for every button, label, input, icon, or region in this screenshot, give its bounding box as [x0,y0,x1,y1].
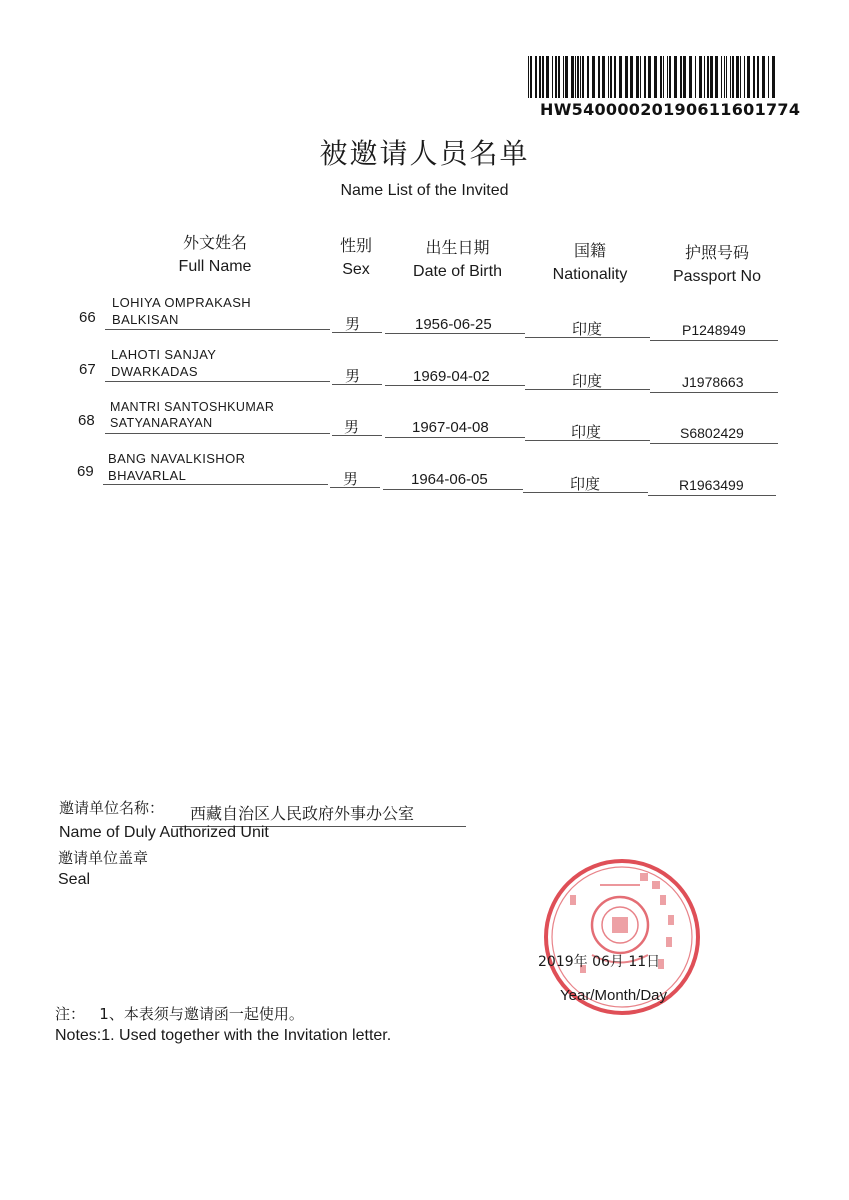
passport-value: J1978663 [682,374,744,390]
barcode-bar [740,56,741,98]
dob-value: 1956-06-25 [415,316,492,333]
passport-value: S6802429 [680,425,744,441]
dob-underline [383,489,523,490]
barcode [528,56,780,98]
barcode-bar [689,56,692,98]
passport-value: R1963499 [679,477,744,493]
barcode-bar [644,56,646,98]
unit-name: 西藏自治区人民政府外事办公室 [190,804,415,823]
barcode-bar [563,56,564,98]
barcode-bar [552,56,553,98]
barcode-bar [530,56,532,98]
barcode-bar [610,56,612,98]
barcode-bar [539,56,541,98]
table-row [0,344,849,396]
barcode-bar [625,56,628,98]
dob-underline [385,437,525,438]
barcode-bar [555,56,557,98]
barcode-bar [602,56,605,98]
sex-underline [330,487,380,488]
barcode-bar [608,56,609,98]
table-row [0,292,849,344]
header-cn: 护照号码 [684,243,749,262]
barcode-bar [565,56,568,98]
barcode-bar [744,56,745,98]
nationality-value: 印度 [570,476,601,493]
barcode-bar [542,56,544,98]
sex-value: 男 [344,419,360,436]
barcode-bar [726,56,727,98]
barcode-bar [528,56,529,98]
barcode-bar [592,56,595,98]
table-row [0,448,849,500]
dob-value: 1967-04-08 [412,419,489,436]
header-en: Nationality [552,266,628,283]
barcode-bar [747,56,750,98]
header-en: Passport No [672,268,762,285]
barcode-bar [680,56,682,98]
passport-underline [650,443,778,444]
barcode-bar [762,56,765,98]
barcode-bar [669,56,671,98]
barcode-bar [715,56,718,98]
sex-underline [332,435,382,436]
dob-underline [385,385,525,386]
row-number: 66 [79,309,96,326]
barcode-bar [663,56,664,98]
barcode-bar [772,56,775,98]
barcode-bar [660,56,662,98]
row-number: 68 [78,412,95,429]
passport-value: P1248949 [682,322,746,338]
header-nationality [530,239,650,287]
barcode-bar [683,56,686,98]
barcode-bar [695,56,696,98]
notes-cn: 注： 1、本表须与邀请函一起使用。 [55,1005,304,1023]
name-line-1: LAHOTI SANJAY [111,347,217,362]
dob-value: 1964-06-05 [411,471,488,488]
sex-value: 男 [345,316,361,333]
barcode-bar [577,56,579,98]
header-en: Sex [342,261,370,278]
barcode-bar [640,56,641,98]
barcode-bar [707,56,709,98]
sex-value: 男 [343,471,359,488]
row-number: 69 [77,463,94,480]
barcode-bar [546,56,549,98]
header-full-name [140,231,290,279]
unit-label-en: Name of Duly Authorized Unit [59,824,269,841]
barcode-bar [648,56,651,98]
header-en: Full Name [178,258,252,275]
barcode-bar [654,56,657,98]
header-cn: 性别 [339,236,372,255]
barcode-bar [582,56,584,98]
unit-label-cn: 邀请单位名称： [59,799,165,817]
seal-label-en: Seal [58,871,91,888]
name-underline [105,381,330,382]
passport-underline [650,392,778,393]
name-line-2: BALKISAN [112,312,179,327]
name-line-2: BHAVARLAL [108,468,187,483]
header-passport-no [656,241,778,289]
header-sex [320,234,392,282]
nationality-value: 印度 [572,373,603,390]
header-date-of-birth [395,236,520,284]
barcode-bar [580,56,581,98]
barcode-bar [535,56,537,98]
barcode-bar [630,56,633,98]
row-number: 67 [79,361,96,378]
barcode-bar [674,56,677,98]
barcode-bar [768,56,769,98]
sex-underline [332,384,382,385]
barcode-bar [730,56,731,98]
barcode-bar [710,56,713,98]
barcode-bar [636,56,639,98]
barcode-number: HW54000020190611601774 [540,100,801,119]
name-line-1: MANTRI SANTOSHKUMAR [110,400,275,414]
barcode-bar [757,56,759,98]
nationality-value: 印度 [571,424,602,441]
name-underline [103,484,328,485]
table-row [0,396,849,448]
barcode-bar [724,56,725,98]
name-underline [105,433,330,434]
name-line-2: SATYANARAYAN [110,416,213,430]
nationality-underline [525,337,650,338]
barcode-bar [736,56,739,98]
barcode-bar [558,56,560,98]
sex-value: 男 [345,368,361,385]
nationality-underline [523,492,648,493]
header-en: Date of Birth [413,263,502,280]
nationality-underline [525,389,650,390]
header-cn: 出生日期 [425,238,490,257]
dob-underline [385,333,525,334]
date-value: 2019年 06月 11日 [538,954,661,970]
name-line-1: BANG NAVALKISHOR [108,451,246,466]
sex-underline [332,332,382,333]
dob-value: 1969-04-02 [413,368,490,385]
name-underline [105,329,330,330]
page-title: 被邀请人员名单 [319,137,530,170]
barcode-bar [575,56,576,98]
date-label: Year/Month/Day [560,987,668,1004]
barcode-bar [721,56,722,98]
barcode-bar [667,56,668,98]
barcode-bar [571,56,574,98]
notes-en: Notes:1. Used together with the Invitation letter. [55,1027,392,1044]
header-cn: 国籍 [573,241,606,260]
page-subtitle: Name List of the Invited [340,182,509,199]
barcode-bar [704,56,705,98]
barcode-bar [699,56,702,98]
nationality-value: 印度 [572,321,603,338]
seal-label-cn: 邀请单位盖章 [58,849,149,867]
barcode-bar [587,56,589,98]
header-cn: 外文姓名 [182,233,247,252]
barcode-bar [753,56,755,98]
nationality-underline [525,440,650,441]
barcode-bar [732,56,734,98]
name-line-2: DWARKADAS [111,364,198,379]
barcode-bar [614,56,616,98]
name-line-1: LOHIYA OMPRAKASH [112,295,252,310]
barcode-bar [598,56,600,98]
passport-underline [648,495,776,496]
passport-underline [650,340,778,341]
barcode-bar [619,56,622,98]
